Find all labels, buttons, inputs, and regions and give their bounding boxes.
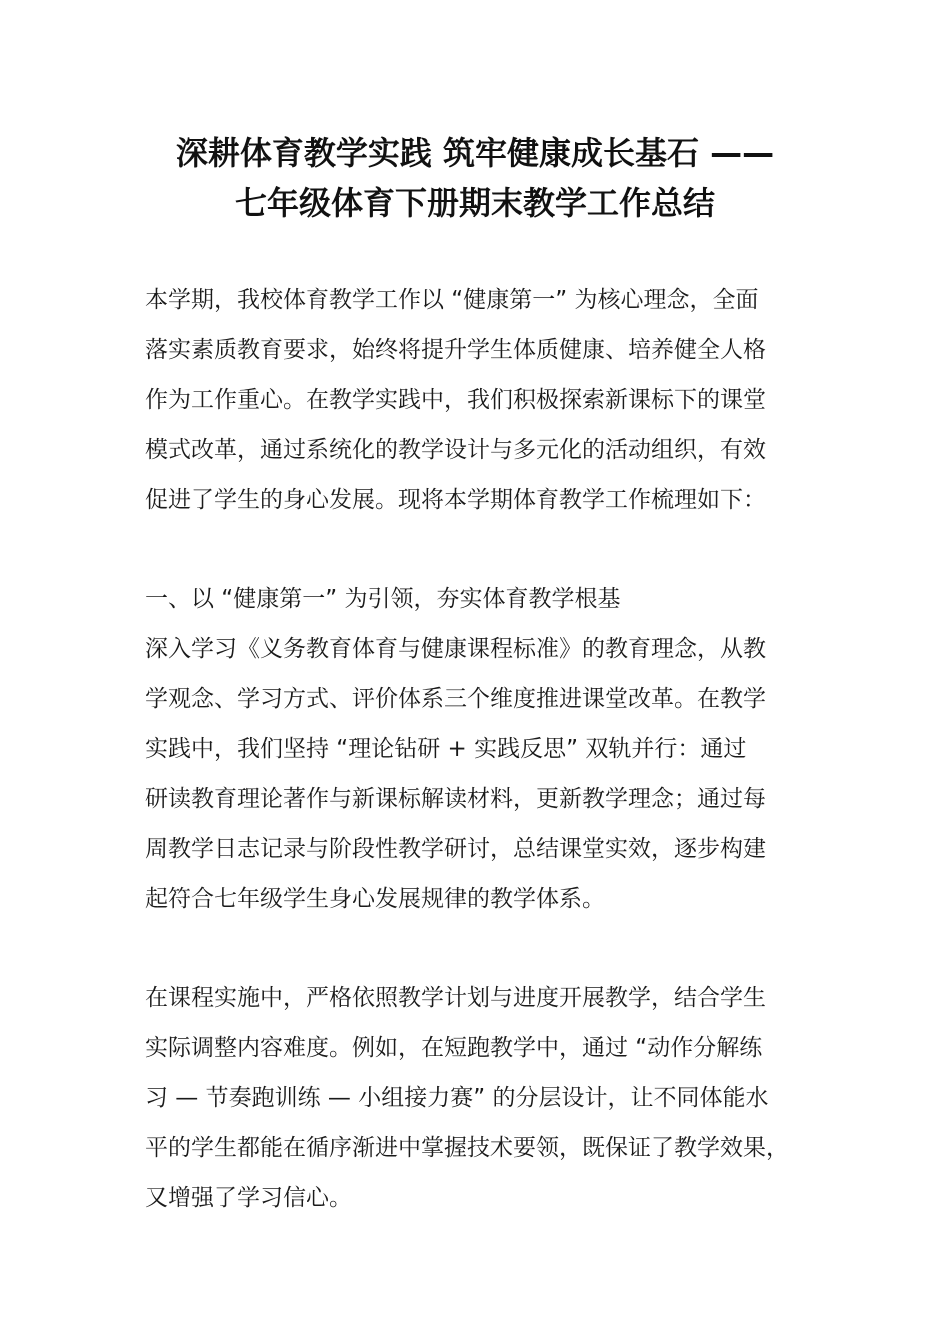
paragraph-line: 周教学日志记录与阶段性教学研讨，总结课堂实效，逐步构建 [145, 836, 766, 862]
paragraph-line: 又增强了学习信心。 [145, 1185, 352, 1211]
paragraph-line: 实际调整内容难度。例如，在短跑教学中，通过 “动作分解练 [145, 1035, 763, 1061]
paragraph-line: 深入学习《义务教育体育与健康课程标准》的教育理念，从教 [145, 636, 766, 662]
section-paragraph-1 [145, 624, 835, 924]
paragraph-line: 模式改革，通过系统化的教学设计与多元化的活动组织，有效 [145, 437, 766, 463]
paragraph-line: 学观念、学习方式、评价体系三个维度推进课堂改革。在教学 [145, 686, 766, 712]
paragraph-line: 起符合七年级学生身心发展规律的教学体系。 [145, 886, 605, 912]
paragraph-line: 平的学生都能在循序渐进中掌握技术要领，既保证了教学效果， [145, 1135, 789, 1161]
section-heading-text: 一、以 “健康第一” 为引领，夯实体育教学根基 [145, 586, 621, 612]
section-paragraph-2 [145, 973, 835, 1223]
paragraph-line: 研读教育理论著作与新课标解读材料，更新教学理念；通过每 [145, 786, 766, 812]
section-heading [145, 574, 835, 624]
document-title-line-1: 深耕体育教学实践 筑牢健康成长基石 —— [175, 134, 775, 172]
paragraph-line: 促进了学生的身心发展。现将本学期体育教学工作梳理如下： [145, 487, 766, 513]
document-title-line-2: 七年级体育下册期末教学工作总结 [234, 184, 715, 222]
paragraph-line: 落实素质教育要求，始终将提升学生体质健康、培养健全人格 [145, 337, 766, 363]
intro-paragraph [145, 275, 835, 525]
paragraph-line: 实践中，我们坚持 “理论钻研 + 实践反思” 双轨并行：通过 [145, 736, 747, 762]
paragraph-line: 作为工作重心。在教学实践中，我们积极探索新课标下的课堂 [145, 387, 766, 413]
paragraph-line: 在课程实施中，严格依照教学计划与进度开展教学，结合学生 [145, 985, 766, 1011]
paragraph-line: 本学期，我校体育教学工作以 “健康第一” 为核心理念，全面 [145, 287, 759, 313]
paragraph-line: 习 — 节奏跑训练 — 小组接力赛” 的分层设计，让不同体能水 [145, 1085, 769, 1111]
